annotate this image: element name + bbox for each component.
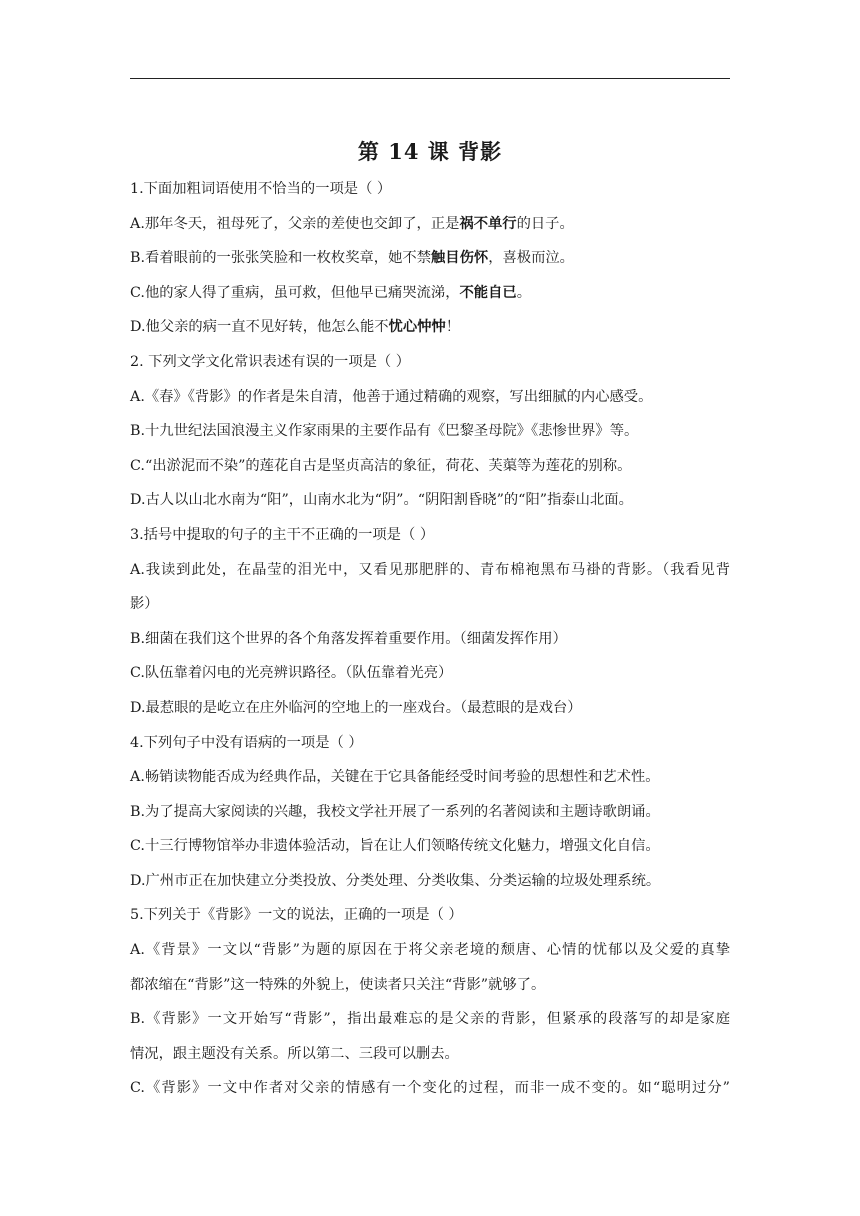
- text-line: [130, 483, 730, 518]
- text-line: [130, 726, 730, 761]
- line-text: 3.括号中提取的句子的主干不正确的一项是（ ）: [130, 526, 435, 543]
- line-text: B.细菌在我们这个世界的各个角落发挥着重要作用。（细菌发挥作用）: [130, 630, 567, 647]
- line-text: 5.下列关于《背影》一文的说法，正确的一项是（ ）: [130, 907, 463, 924]
- text-line: [130, 207, 730, 242]
- line-text: C.队伍靠着闪电的光亮辨识路径。（队伍靠着光亮）: [130, 665, 453, 682]
- line-text: C.他的家人得了重病，虽可救，但他早已痛哭流涕，: [130, 284, 460, 301]
- text-line: [130, 898, 730, 933]
- text-line: [130, 345, 730, 380]
- bold-phrase: 祸不单行: [459, 215, 517, 232]
- line-text-tail: 的日子。: [516, 215, 574, 232]
- line-text: D.他父亲的病一直不见好转，他怎么能不: [130, 319, 389, 336]
- line-text: C.《背影》一文中作者对父亲的情感有一个变化的过程，而非一成不变的。如“聪明过分”: [130, 1080, 730, 1097]
- text-line: [130, 1071, 730, 1106]
- line-text: 影）: [130, 596, 159, 613]
- text-line: [130, 310, 730, 345]
- line-text: B.《背影》一文开始写“背影”，指出最难忘的是父亲的背影，但紧承的段落写的却是家庭: [130, 1011, 730, 1028]
- bold-phrase: 触目伤怀: [431, 250, 489, 267]
- text-line: [130, 414, 730, 449]
- text-line: [130, 656, 730, 691]
- text-line: [130, 968, 730, 1003]
- line-text-tail: ！: [445, 319, 461, 336]
- text-line: [130, 553, 730, 588]
- text-line: [130, 587, 730, 622]
- text-line: [130, 829, 730, 864]
- text-line: [130, 691, 730, 726]
- line-text: 情况，跟主题没有关系。所以第二、三段可以删去。: [130, 1045, 459, 1062]
- line-text: C.十三行博物馆举办非遗体验活动，旨在让人们领略传统文化魅力，增强文化自信。: [130, 838, 660, 855]
- line-text: A.畅销读物能否成为经典作品，关键在于它具备能经受时间考验的思想性和艺术性。: [130, 769, 660, 786]
- bold-phrase: 忧心忡忡: [388, 319, 446, 336]
- line-text: A.那年冬天，祖母死了，父亲的差使也交卸了，正是: [130, 215, 460, 232]
- text-line: [130, 172, 730, 207]
- line-text: 都浓缩在“背影”这一特殊的外貌上，使读者只关注“背影”就够了。: [130, 976, 546, 993]
- text-line: [130, 1002, 730, 1037]
- text-line: [130, 760, 730, 795]
- text-line: [130, 241, 730, 276]
- page-title: 第 14 课 背影: [357, 139, 503, 164]
- line-text: D.最惹眼的是屹立在庄外临河的空地上的一座戏台。（最惹眼的是戏台）: [130, 699, 582, 716]
- text-line: [130, 622, 730, 657]
- line-text: 2. 下列文学文化常识表述有误的一项是（ ）: [130, 353, 411, 370]
- line-text-tail: 。: [516, 284, 531, 301]
- line-text: B.十九世纪法国浪漫主义作家雨果的主要作品有《巴黎圣母院》《悲惨世界》等。: [130, 423, 639, 440]
- line-text: A.《背景》一文以“背影”为题的原因在于将父亲老境的颓唐、心情的忧郁以及父爱的真挚: [130, 942, 730, 959]
- line-text: B.为了提高大家阅读的兴趣，我校文学社开展了一系列的名著阅读和主题诗歌朗诵。: [130, 803, 660, 820]
- header-rule: [130, 78, 730, 79]
- line-text: B.看着眼前的一张张笑脸和一枚枚奖章，她不禁: [130, 250, 431, 267]
- text-line: [130, 276, 730, 311]
- line-text: A.我读到此处，在晶莹的泪光中，又看见那肥胖的、青布棉袍黑布马褂的背影。（我看见背: [130, 561, 730, 578]
- line-text: D.广州市正在加快建立分类投放、分类处理、分类收集、分类运输的垃圾处理系统。: [130, 872, 661, 889]
- line-text-tail: ，喜极而泣。: [488, 250, 574, 267]
- text-line: [130, 864, 730, 899]
- text-line: [130, 1037, 730, 1072]
- bold-phrase: 不能自已: [459, 284, 517, 301]
- line-text: D.古人以山北水南为“阳”，山南水北为“阴”。“阴阳割昏晓”的“阳”指泰山北面。: [130, 492, 633, 509]
- text-line: [130, 380, 730, 415]
- text-line: [130, 933, 730, 968]
- line-text: 4.下列句子中没有语病的一项是（ ）: [130, 734, 363, 751]
- text-line: [130, 449, 730, 484]
- line-text: A.《春》《背影》的作者是朱自清，他善于通过精确的观察，写出细腻的内心感受。: [130, 388, 653, 405]
- document-body: [130, 172, 730, 1106]
- line-text: C.“出淤泥而不染”的莲花自古是坚贞高洁的象征，荷花、芙蕖等为莲花的别称。: [130, 457, 632, 474]
- text-line: [130, 795, 730, 830]
- line-text: 1.下面加粗词语使用不恰当的一项是（ ）: [130, 181, 392, 197]
- text-line: [130, 518, 730, 553]
